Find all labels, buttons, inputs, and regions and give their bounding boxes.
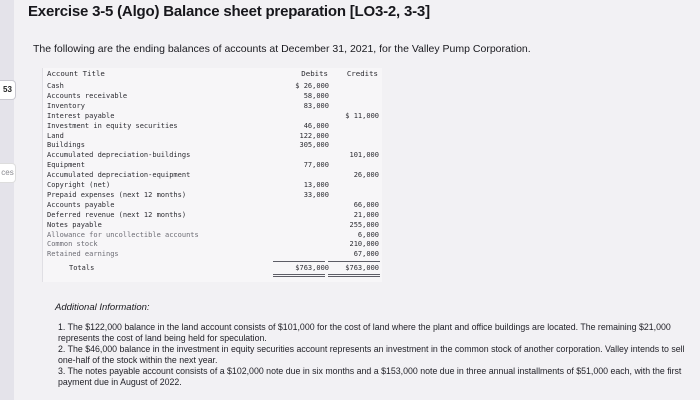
account-name: Buildings xyxy=(47,141,85,150)
side-tab-references[interactable]: ces xyxy=(0,163,16,183)
credit-double-rule xyxy=(328,276,380,277)
table-row xyxy=(43,132,383,141)
credit-total: $763,000 xyxy=(345,264,379,273)
debit-amount: 77,000 xyxy=(303,161,329,170)
credit-total-rule xyxy=(328,261,380,262)
left-panel-strip xyxy=(0,0,14,400)
column-header-debits: Debits xyxy=(301,69,328,78)
account-name: Inventory xyxy=(47,101,85,110)
table-row xyxy=(43,240,383,249)
account-name: Deferred revenue (next 12 months) xyxy=(47,210,187,219)
table-row xyxy=(43,211,383,220)
debit-total-rule xyxy=(273,261,325,262)
table-row xyxy=(43,122,383,131)
account-name: Allowance for uncollectible accounts xyxy=(47,230,199,239)
credit-amount: $ 11,000 xyxy=(345,111,379,120)
debit-amount: 46,000 xyxy=(303,121,329,130)
credit-amount: 101,000 xyxy=(349,151,379,160)
exercise-title: Exercise 3-5 (Algo) Balance sheet preparation [LO3-2, 3-3] xyxy=(28,3,430,20)
additional-information-heading: Additional Information: xyxy=(55,302,150,313)
note-item: 1. The $122,000 balance in the land account consists of $101,000 for the cost of land where the plant and office buildings are located. The remaining $21,000 represents the cost of land being held for speculation. xyxy=(58,322,671,343)
note-item: 3. The notes payable account consists of a $102,000 note due in six months and a $153,000 note due in three annual installments of $51,000 each, with the first payment due in August of 2022. xyxy=(58,366,682,387)
debit-amount: 33,000 xyxy=(303,190,329,199)
table-row xyxy=(43,112,383,121)
account-name: Equipment xyxy=(47,161,85,170)
credit-amount: 66,000 xyxy=(353,200,379,209)
account-name: Notes payable xyxy=(47,220,102,229)
totals-label: Totals xyxy=(69,264,95,273)
account-name: Accumulated depreciation-buildings xyxy=(47,151,191,160)
table-row xyxy=(43,141,383,150)
table-row xyxy=(43,201,383,210)
table-row xyxy=(43,221,383,230)
debit-amount: 83,000 xyxy=(303,101,329,110)
debit-total: $763,000 xyxy=(295,264,329,273)
account-name: Interest payable xyxy=(47,111,115,120)
account-name: Cash xyxy=(47,82,64,90)
trial-balance-table xyxy=(42,68,382,282)
table-row xyxy=(43,92,383,101)
credit-amount: 26,000 xyxy=(353,171,379,180)
table-row xyxy=(43,171,383,180)
credit-amount: 210,000 xyxy=(349,240,379,249)
debit-amount: 122,000 xyxy=(299,131,329,140)
account-name: Common stock xyxy=(47,240,98,249)
account-name: Retained earnings xyxy=(47,250,119,259)
credit-double-rule xyxy=(328,274,380,275)
note-item: 2. The $46,000 balance in the investment in equity securities account represents an investment in the common stock of another corporation. Valley intends to sell one-half of the stock within the next year. xyxy=(58,344,685,365)
table-row xyxy=(43,231,383,240)
credit-amount: 67,000 xyxy=(353,250,379,259)
account-name: Accumulated depreciation-equipment xyxy=(47,171,191,180)
credit-amount: 255,000 xyxy=(349,220,379,229)
debit-amount: $ 26,000 xyxy=(295,82,329,90)
account-name: Accounts receivable xyxy=(47,91,128,100)
table-row xyxy=(43,161,383,170)
intro-text: The following are the ending balances of accounts at December 31, 2021, for the Valley Pump Corporation. xyxy=(33,43,531,55)
column-header-account-title: Account Title xyxy=(47,69,105,78)
side-tab-page-number[interactable]: 53 xyxy=(0,80,16,100)
table-row xyxy=(43,151,383,160)
account-name: Prepaid expenses (next 12 months) xyxy=(47,190,187,199)
table-row xyxy=(43,191,383,200)
credit-amount: 21,000 xyxy=(353,210,379,219)
table-row xyxy=(43,181,383,190)
account-name: Investment in equity securities xyxy=(47,121,178,130)
table-row xyxy=(43,102,383,111)
debit-double-rule xyxy=(273,276,325,277)
debit-double-rule xyxy=(273,274,325,275)
account-name: Copyright (net) xyxy=(47,181,111,189)
table-row xyxy=(43,82,383,91)
table-row xyxy=(43,250,383,259)
debit-amount: 305,000 xyxy=(299,141,329,150)
totals-row xyxy=(43,264,383,273)
account-name: Accounts payable xyxy=(47,200,115,209)
credit-amount: 6,000 xyxy=(357,230,379,239)
column-header-credits: Credits xyxy=(346,69,378,78)
debit-amount: 13,000 xyxy=(303,181,329,189)
debit-amount: 58,000 xyxy=(303,91,329,100)
account-name: Land xyxy=(47,131,64,140)
